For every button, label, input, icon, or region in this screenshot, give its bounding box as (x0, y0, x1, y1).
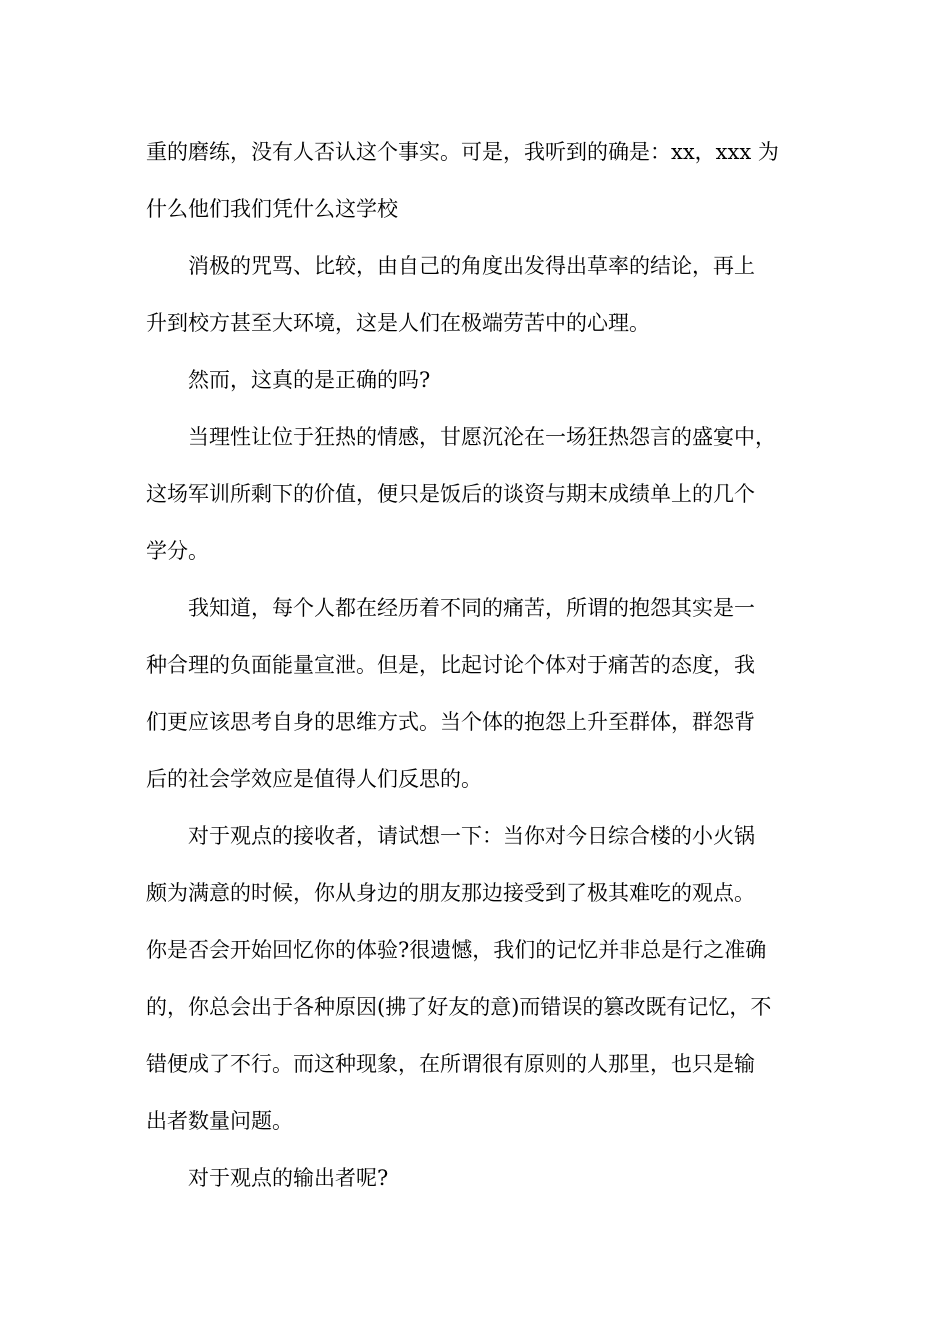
text-line: 后的社会学效应是值得人们反思的。 (146, 767, 482, 791)
text-line: 重的磨练，没有人否认这个事实。可是，我听到的确是：xx，xxx 为 (146, 140, 779, 164)
text-line: 颇为满意的时候，你从身边的朋友那边接受到了极其难吃的观点。 (146, 881, 755, 905)
text-line: 的，你总会出于各种原因(拂了好友的意)而错误的篡改既有记忆，不 (146, 995, 772, 1019)
text-line: 出者数量问题。 (146, 1109, 293, 1133)
paragraph-start-line: 当理性让位于狂热的情感，甘愿沉沦在一场狂热怨言的盛宴中， (188, 425, 776, 449)
paragraph-start-line: 我知道，每个人都在经历着不同的痛苦，所谓的抱怨其实是一 (188, 596, 755, 620)
text-line: 你是否会开始回忆你的体验?很遗憾，我们的记忆并非总是行之准确 (146, 938, 767, 962)
paragraph-start-line: 对于观点的接收者，请试想一下：当你对今日综合楼的小火锅 (188, 824, 755, 848)
text-line: 什么他们我们凭什么这学校 (146, 197, 398, 221)
text-line: 升到校方甚至大环境，这是人们在极端劳苦中的心理。 (146, 311, 650, 335)
paragraph-start-line: 消极的咒骂、比较，由自己的角度出发得出草率的结论，再上 (188, 254, 755, 278)
text-line: 学分。 (146, 539, 209, 563)
text-line: 错便成了不行。而这种现象，在所谓很有原则的人那里，也只是输 (146, 1052, 755, 1076)
text-line: 这场军训所剩下的价值，便只是饭后的谈资与期末成绩单上的几个 (146, 482, 755, 506)
text-line: 们更应该思考自身的思维方式。当个体的抱怨上升至群体，群怨背 (146, 710, 755, 734)
paragraph-start-line: 然而，这真的是正确的吗? (188, 368, 431, 392)
text-line: 种合理的负面能量宣泄。但是，比起讨论个体对于痛苦的态度，我 (146, 653, 755, 677)
paragraph-start-line: 对于观点的输出者呢? (188, 1166, 389, 1190)
